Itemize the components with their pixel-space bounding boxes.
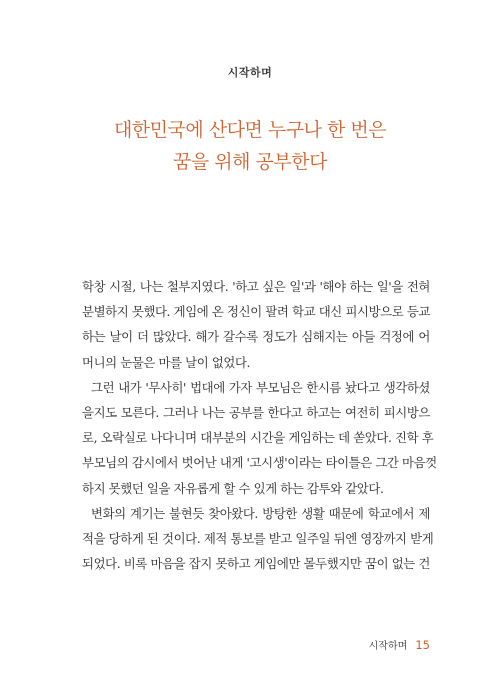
body-line: 그런 내가 '무사히' 법대에 가자 부모님은 한시름 놨다고 생각하셨	[91, 379, 430, 395]
body-line: 로, 오락실로 나다니며 대부분의 시간을 게임하는 데 쏟았다. 진학 후	[82, 430, 434, 446]
body-line: 분별하지 못했다. 게임에 온 정신이 팔려 학교 대신 피시방으로 등교	[82, 304, 430, 320]
chapter-title-line-1: 대한민국에 산다면 누구나 한 번은	[113, 119, 387, 141]
body-line: 하지 못했던 일을 자유롭게 할 수 있게 하는 감투와 같았다.	[82, 480, 384, 496]
body-line: 학창 시절, 나는 철부지였다. '하고 싶은 일'과 '해야 하는 일'을 전혀	[82, 279, 430, 294]
body-line: 되었다. 비록 마음을 잡지 못하고 게임에만 몰두했지만 꿈이 없는 건	[82, 556, 430, 572]
chapter-title	[0, 114, 500, 178]
body-line: 하는 날이 더 많았다. 해가 갈수록 정도가 심해지는 아들 걱정에 어	[82, 329, 430, 345]
body-line: 을지도 모른다. 그러나 나는 공부를 한다고 하고는 여전히 피시방으	[82, 404, 430, 420]
body-line: 머니의 눈물은 마를 날이 없었다.	[82, 354, 251, 370]
chapter-title-line-2: 꿈을 위해 공부한다	[173, 151, 327, 173]
running-title: 시작하며	[368, 641, 408, 652]
page-footer	[369, 634, 430, 653]
body-text	[82, 274, 437, 576]
page-number: 15	[415, 638, 430, 652]
body-line: 부모님의 감시에서 벗어난 내게 '고시생'이라는 타이틀은 그간 마음껏	[82, 455, 437, 471]
section-label: 시작하며	[227, 66, 273, 79]
body-line: 적을 당하게 된 것이다. 제적 통보를 받고 일주일 뒤엔 영장까지 받게	[82, 530, 434, 546]
body-line: 변화의 계기는 불현듯 찾아왔다. 방탕한 생활 때문에 학교에서 제	[91, 505, 430, 521]
